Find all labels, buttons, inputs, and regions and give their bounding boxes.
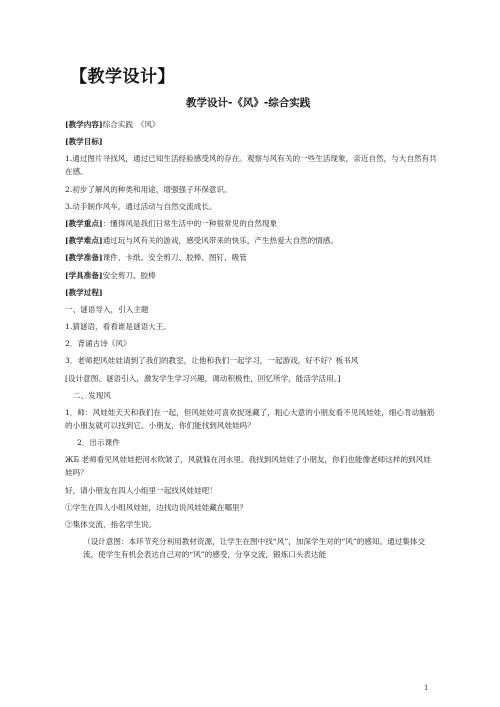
teaching-key-points	[65, 217, 437, 230]
key-points-label: [教学重点]	[65, 218, 103, 228]
difficulties-text: 通过玩与风有关的游戏，感受风带来的快乐，产生热爱大自然的情感。	[102, 236, 338, 246]
teaching-goals-heading: [教学目标]	[65, 137, 103, 147]
key-points-text: ：懂得风是我们日常生活中的一种很常见的自然现象	[102, 218, 278, 228]
section-header: 【教学设计】	[70, 67, 175, 87]
student-preparation	[65, 269, 437, 282]
teaching-content-text: 综合实践 《风》	[102, 120, 160, 129]
document-title: 教学设计-《风》-综合实践	[186, 97, 311, 109]
teaching-content	[65, 118, 437, 131]
student-preparation-text: 安全剪刀、胶棒	[102, 270, 156, 280]
goal-1: 1.通过图片寻找风，通过已知生活经验感受风的存在。观察与风有关的一些生活现象，亲近自然，与大自然有共在感。	[65, 154, 437, 177]
teaching-process-heading: [教学过程]	[65, 287, 103, 297]
preparation-label: [教学准备]	[65, 253, 103, 263]
preparation-text: 课件、卡纸、安全剪刀、胶棒、图钉、吸管	[102, 253, 247, 263]
goal-2: 2.初步了解风的种类和用途，增强强子环保意识。	[65, 184, 232, 194]
process-step-1-title: 一、谜语导入，引入主题	[65, 304, 149, 314]
process-step-2-3: ЖБ 老师看见风娃娃把河水吹皱了，风就躲在河水里。我找到风娃娃了小朋友，你们也能像老师这样的到风娃娃吗？	[65, 455, 431, 478]
goal-3: 3.动手制作风车，通过活动与自然交流成长。	[65, 201, 217, 211]
process-step-2-2: 2．出示课件	[77, 438, 120, 448]
teaching-preparation	[65, 251, 437, 264]
process-step-2-1: 1．师：风娃娃天天和我们在一起，但风娃娃可喜欢捉迷藏了，粗心大意的小朋友看不见风娃娃，细心肯动脑筋的小朋友就可以找到它。小朋友，你们能找到风娃娃吗？	[65, 408, 435, 430]
process-step-1-3: 3．老师把风娃娃请到了我们的教室，让他和我们一起学习，一起游戏，好不好？板书风	[65, 356, 359, 366]
student-preparation-label: [学具准备]	[65, 270, 103, 280]
page-number: 1	[424, 684, 429, 692]
process-step-1-intent: [设计意图、谜语引入，激发学生学习兴趣，调动积极性，回忆所学，能活学活用。]	[65, 373, 341, 383]
process-step-2-6: ②集体交流，指名学生说。	[65, 519, 157, 529]
process-step-2-4: 好，请小朋友在四人小组里一起找风娃娃吧！	[65, 485, 217, 495]
difficulties-label: [教学难点]	[65, 236, 103, 246]
teaching-difficulties	[65, 234, 437, 247]
process-step-1-1: 1.猜谜语，看看谁是谜语大王。	[65, 322, 171, 332]
process-step-2-7: （设计意图：本环节充分利用教材资源，让学生在图中找“风”，加深学生对的“风”的感知。通过集体交流，使学生有机会表达自己对的“风”的感受，分享交流，锻炼口头表达能	[83, 537, 426, 560]
process-step-2-title: 二、发现风	[73, 390, 111, 400]
teaching-content-label: [教学内容]	[65, 120, 103, 129]
process-step-2-5: ①学生在四人小组风娃娃，边找边说风娃娃藏在哪里？	[65, 502, 248, 512]
process-step-1-2: 2．背诵古诗《风》	[65, 339, 131, 349]
document-body	[65, 118, 437, 565]
